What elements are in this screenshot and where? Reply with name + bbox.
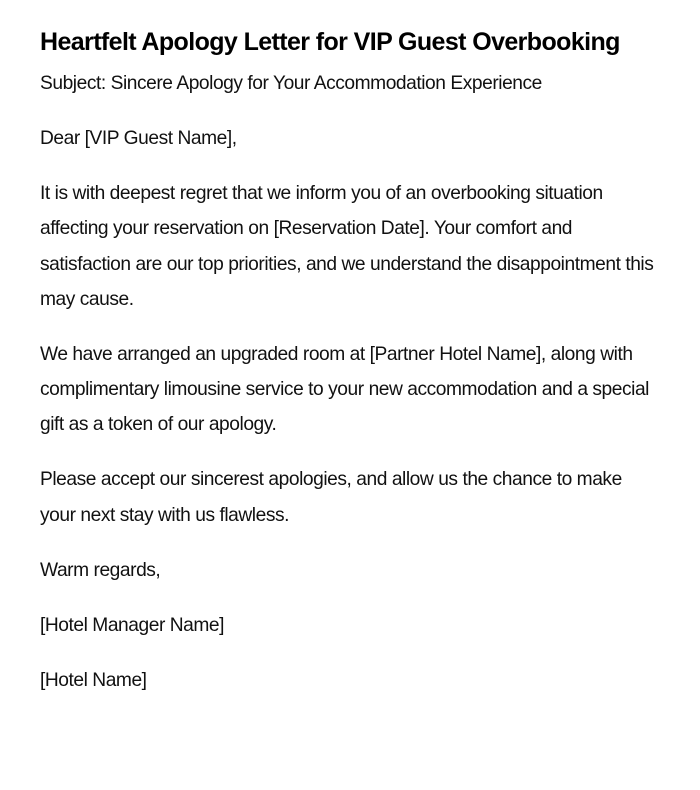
letter-title: Heartfelt Apology Letter for VIP Guest Overbooking <box>40 28 620 56</box>
letter-paragraph-closing-request: Please accept our sincerest apologies, and allow us the chance to make your next stay with us flawless. <box>40 469 622 526</box>
letter-closing: Warm regards, <box>40 559 161 581</box>
letter-paragraph-arrangement: We have arranged an upgraded room at [Partner Hotel Name], along with complimentary limousine service to your new accommodation and a special gift as a token of our apology. <box>40 343 649 436</box>
letter-signature-hotel: [Hotel Name] <box>40 669 147 691</box>
letter-paragraph-apology: It is with deepest regret that we inform you of an overbooking situation affecting your reservation on [Reservation Date]. Your comfort and satisfaction are our top priorities, and we understand the disappointment this may cause. <box>40 182 654 310</box>
letter-subject: Subject: Sincere Apology for Your Accommodation Experience <box>40 73 542 94</box>
letter-signature-name: [Hotel Manager Name] <box>40 614 225 636</box>
letter-salutation: Dear [VIP Guest Name], <box>40 127 237 149</box>
